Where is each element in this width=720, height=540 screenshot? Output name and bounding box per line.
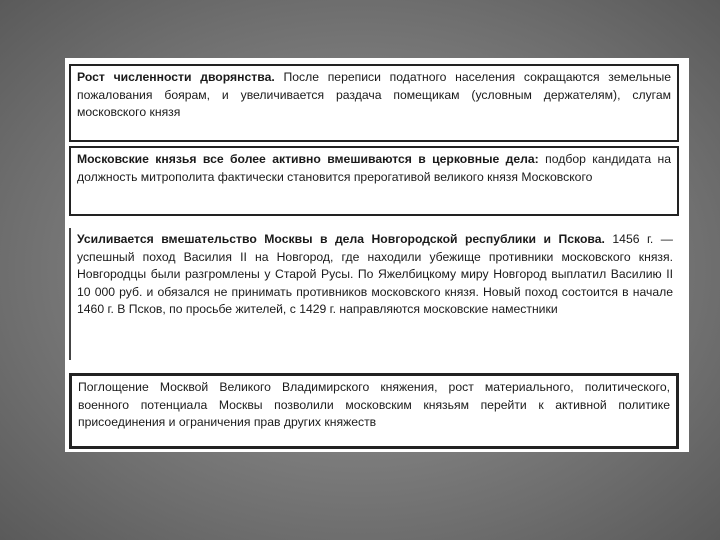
block-lead: Рост численности дворянства.: [77, 70, 275, 84]
block-vladimir-absorption: [69, 373, 679, 449]
block-lead: Усиливается вмешательство Москвы в дела Новгородской республики и Пскова.: [77, 232, 605, 246]
block-church-affairs: [69, 146, 679, 216]
block-text: После переписи податного населения сокращаются земельные пожалования боярам, и увеличивается раздача помещикам (условным держателям), слугам московского князя: [77, 70, 671, 119]
block-text: Поглощение Москвой Великого Владимирского княжения, рост материального, политического, военного потенциала Москвы позволили московским князьям перейти к активной политике присоединения и ограничения прав других княжеств: [78, 380, 670, 429]
block-text: подбор кандидата на должность митрополита фактически становится прерогативой великого князя Московского: [77, 152, 672, 184]
block-nobility-growth: [69, 64, 679, 142]
block-text: 1456 г. — успешный поход Василия II на Новгород, где находили убежище противники московского князя. Новгородцы были разгромлены у Старой Русы. По Яжелбицкому миру Новгород выплатил Василию II 10 000 руб. и обязался не принимать противников московского князя. Новый поход состоится в начале 1460 г. В Псков, по просьбе жителей, с 1429 г. направляются московские наместники: [77, 232, 673, 316]
block-lead: Московские князья все более активно вмешиваются в церковные дела:: [77, 152, 539, 166]
document-sheet: [65, 58, 689, 452]
block-novgorod-pskov: [69, 228, 679, 360]
